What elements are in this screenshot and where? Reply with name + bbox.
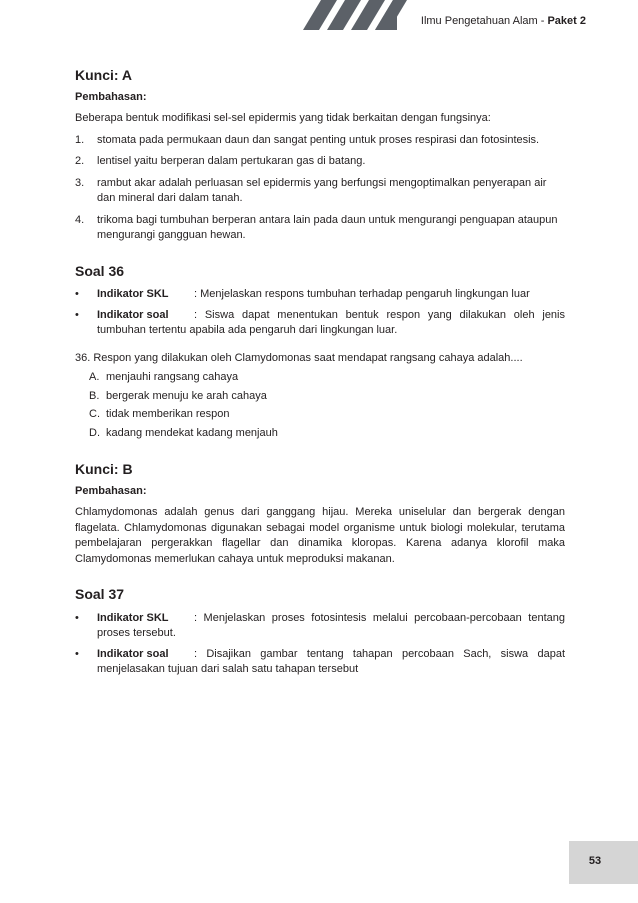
- list-item: 2. lentisel yaitu berperan dalam pertukaran gas di batang.: [75, 155, 366, 167]
- question-36-heading: Soal 36: [75, 262, 125, 279]
- discussion-text: Chlamydomonas adalah genus dari ganggang hijau. Mereka uniselular dan bergerak dengan flagelata. Chlamydomonas digunakan sebagai model organisme untuk biologi molekular, terutama pembelajaran pergerakkan flagellar dan dinamika kloropas. Karena adanya klorofil maka Clamydomonas memerlukan cahaya untuk meproduksi makanan.: [75, 506, 565, 565]
- page-number: 53: [588, 855, 602, 867]
- question-37-heading: Soal 37: [75, 586, 125, 602]
- discussion-label: Pembahasan:: [75, 484, 147, 497]
- list-item: 1. stomata pada permukaan daun dan sangat penting untuk proses respirasi dan fotosintesis.: [75, 133, 540, 146]
- option-b: B. bergerak menuju ke arah cahaya: [89, 389, 267, 402]
- indicator-skl: • Indikator SKL : Menjelaskan proses fotosintesis melalui percobaan-percobaan tentang proses tersebut.: [75, 611, 565, 639]
- list-item: 3. rambut akar adalah perluasan sel epidermis yang berfungsi mengoptimalkan penyerapan air dan mineral dari dalam tanah.: [75, 176, 547, 204]
- header-title: Ilmu Pengetahuan Alam - Paket 2: [420, 15, 586, 27]
- discussion-label: Pembahasan:: [75, 90, 147, 103]
- option-d: D. kadang mendekat kadang menjauh: [89, 426, 278, 439]
- header-band: [303, 0, 638, 38]
- indicator-skl: • Indikator SKL : Menjelaskan respons tumbuhan terhadap pengaruh lingkungan luar: [75, 288, 530, 300]
- question-37-indicators: [75, 611, 565, 678]
- page-content: [75, 64, 565, 683]
- option-c: C. tidak memberikan respon: [89, 408, 230, 420]
- epidermis-modification-list: [75, 133, 565, 244]
- list-item: 4. trikoma bagi tumbuhan berperan antara lain pada daun untuk mengurangi penguapan ataupun mengurangi gangguan hewan.: [75, 213, 558, 241]
- answer-key-heading: Kunci: B: [75, 461, 133, 477]
- option-a: A. menjauhi rangsang cahaya: [89, 371, 239, 383]
- answer-key-heading: Kunci: A: [75, 67, 133, 83]
- indicator-soal: • Indikator soal : Disajikan gambar tentang tahapan percobaan Sach, siswa dapat menjelasakan tujuan dari salah satu tahapan tersebut: [75, 647, 565, 675]
- question-36-options: [75, 370, 565, 441]
- question-36-indicators: [75, 287, 565, 339]
- indicator-soal: • Indikator soal : Siswa dapat menentukan bentuk respon yang dilakukan oleh jenis tumbuhan tertentu apabila ada pengaruh dari lingkungan luar.: [75, 308, 565, 336]
- discussion-intro: Beberapa bentuk modifikasi sel-sel epidermis yang tidak berkaitan dengan fungsinya:: [75, 112, 491, 124]
- question-36-text: 36. Respon yang dilakukan oleh Clamydomonas saat mendapat rangsang cahaya adalah....: [75, 351, 523, 364]
